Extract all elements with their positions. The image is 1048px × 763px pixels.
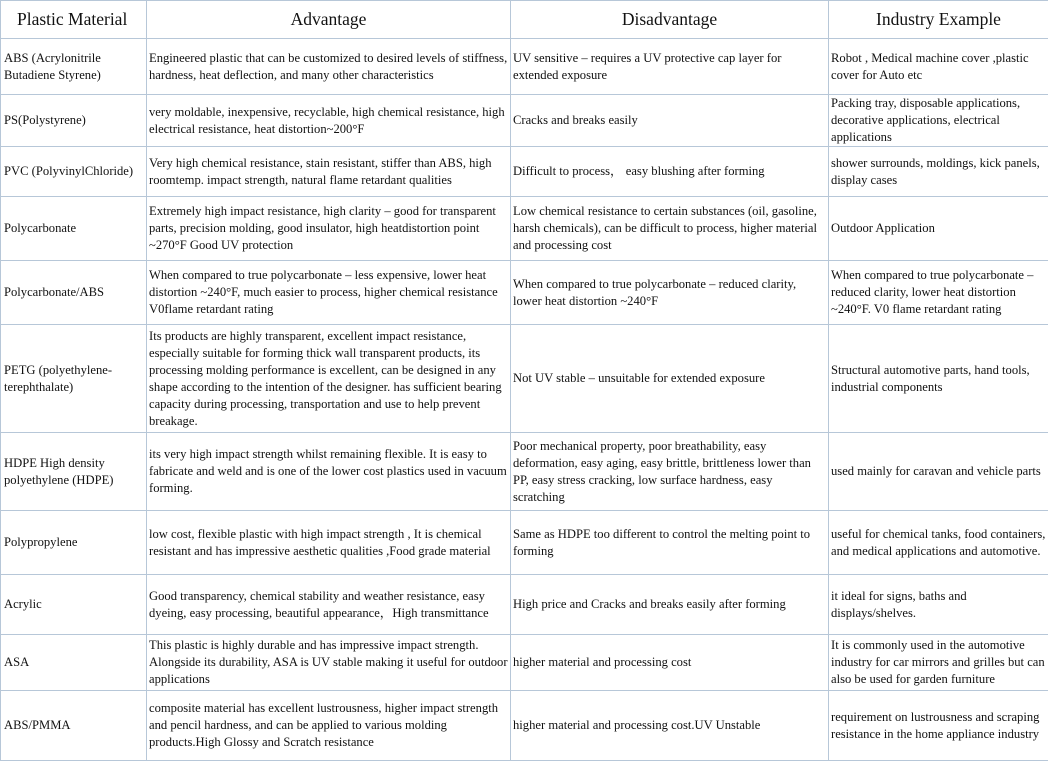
advantage-cell: Very high chemical resistance, stain resistant, stiffer than ABS, high roomtemp. impact strength, natural flame retardant qualities	[147, 147, 511, 197]
example-cell: Robot , Medical machine cover ,plastic cover for Auto etc	[829, 39, 1048, 95]
example-cell: When compared to true polycarbonate – reduced clarity, lower heat distortion ~240°F. V0 flame retardant rating	[829, 261, 1048, 325]
advantage-cell: This plastic is highly durable and has impressive impact strength. Alongside its durability, ASA is UV stable making it useful for outdoor applications	[147, 635, 511, 691]
material-cell: Polypropylene	[1, 511, 147, 575]
table-row	[1, 147, 1048, 197]
header-advantage: Advantage	[147, 1, 511, 39]
disadvantage-cell: Low chemical resistance to certain substances (oil, gasoline, harsh chemicals), can be difficult to process, higher material and processing cost	[511, 197, 829, 261]
header-plastic-material: Plastic Material	[1, 1, 147, 39]
advantage-cell: very moldable, inexpensive, recyclable, high chemical resistance, high electrical resistance, heat distortion~200°F	[147, 95, 511, 147]
disadvantage-cell: When compared to true polycarbonate – reduced clarity, lower heat distortion ~240°F	[511, 261, 829, 325]
advantage-cell: Good transparency, chemical stability and weather resistance, easy dyeing, easy processing, beautiful appearance，High transmittance	[147, 575, 511, 635]
advantage-cell: Extremely high impact resistance, high clarity – good for transparent parts, precision molding, good insulator, high heatdistortion point ~270°F Good UV protection	[147, 197, 511, 261]
table-row	[1, 575, 1048, 635]
material-cell: Acrylic	[1, 575, 147, 635]
advantage-cell: Its products are highly transparent, excellent impact resistance, especially suitable for forming thick wall transparent products, its processing molding performance is excellent, can be designed in any shape according to the intention of the designer. has sufficient bearing capacity during processing, transportation and use to help prevent breakage.	[147, 325, 511, 433]
example-cell: It is commonly used in the automotive industry for car mirrors and grilles but can also be used for garden furniture	[829, 635, 1048, 691]
example-cell: shower surrounds, moldings, kick panels, display cases	[829, 147, 1048, 197]
disadvantage-cell: higher material and processing cost	[511, 635, 829, 691]
table-row	[1, 325, 1048, 433]
header-row	[1, 1, 1048, 39]
material-cell: PVC (PolyvinylChloride)	[1, 147, 147, 197]
disadvantage-cell: Same as HDPE too different to control the melting point to forming	[511, 511, 829, 575]
material-cell: ASA	[1, 635, 147, 691]
disadvantage-cell: Poor mechanical property, poor breathability, easy deformation, easy aging, easy brittle, brittleness lower than PP, easy stress cracking, low surface hardness, easy scratching	[511, 433, 829, 511]
header-industry-example: Industry Example	[829, 1, 1048, 39]
table-row	[1, 39, 1048, 95]
table-row	[1, 433, 1048, 511]
example-cell: Packing tray, disposable applications, decorative applications, electrical applications	[829, 95, 1048, 147]
table-row	[1, 261, 1048, 325]
example-cell: Outdoor Application	[829, 197, 1048, 261]
advantage-cell: Engineered plastic that can be customized to desired levels of stiffness, hardness, heat deflection, and many other characteristics	[147, 39, 511, 95]
advantage-cell: composite material has excellent lustrousness, higher impact strength and pencil hardness, and can be applied to various molding products.High Glossy and Scratch resistance	[147, 691, 511, 761]
example-cell: used mainly for caravan and vehicle parts	[829, 433, 1048, 511]
disadvantage-cell: higher material and processing cost.UV Unstable	[511, 691, 829, 761]
table-row	[1, 635, 1048, 691]
material-cell: PETG (polyethylene-terephthalate)	[1, 325, 147, 433]
table-row	[1, 95, 1048, 147]
disadvantage-cell: UV sensitive – requires a UV protective cap layer for extended exposure	[511, 39, 829, 95]
table-row	[1, 691, 1048, 761]
material-cell: HDPE High density polyethylene (HDPE)	[1, 433, 147, 511]
advantage-cell: its very high impact strength whilst remaining flexible. It is easy to fabricate and weld and is one of the lower cost plastics used in vacuum forming.	[147, 433, 511, 511]
table-row	[1, 511, 1048, 575]
advantage-cell: low cost, flexible plastic with high impact strength , It is chemical resistant and has impressive aesthetic qualities ,Food grade material	[147, 511, 511, 575]
example-cell: it ideal for signs, baths and displays/shelves.	[829, 575, 1048, 635]
disadvantage-cell: High price and Cracks and breaks easily after forming	[511, 575, 829, 635]
disadvantage-cell: Difficult to process， easy blushing after forming	[511, 147, 829, 197]
material-cell: PS(Polystyrene)	[1, 95, 147, 147]
header-disadvantage: Disadvantage	[511, 1, 829, 39]
material-cell: Polycarbonate	[1, 197, 147, 261]
example-cell: requirement on lustrousness and scraping resistance in the home appliance industry	[829, 691, 1048, 761]
material-cell: ABS (Acrylonitrile Butadiene Styrene)	[1, 39, 147, 95]
table-row	[1, 197, 1048, 261]
material-cell: Polycarbonate/ABS	[1, 261, 147, 325]
example-cell: useful for chemical tanks, food containers, and medical applications and automotive.	[829, 511, 1048, 575]
disadvantage-cell: Not UV stable – unsuitable for extended exposure	[511, 325, 829, 433]
disadvantage-cell: Cracks and breaks easily	[511, 95, 829, 147]
example-cell: Structural automotive parts, hand tools, industrial components	[829, 325, 1048, 433]
advantage-cell: When compared to true polycarbonate – less expensive, lower heat distortion ~240°F, much easier to process, higher chemical resistance V0flame retardant rating	[147, 261, 511, 325]
material-cell: ABS/PMMA	[1, 691, 147, 761]
